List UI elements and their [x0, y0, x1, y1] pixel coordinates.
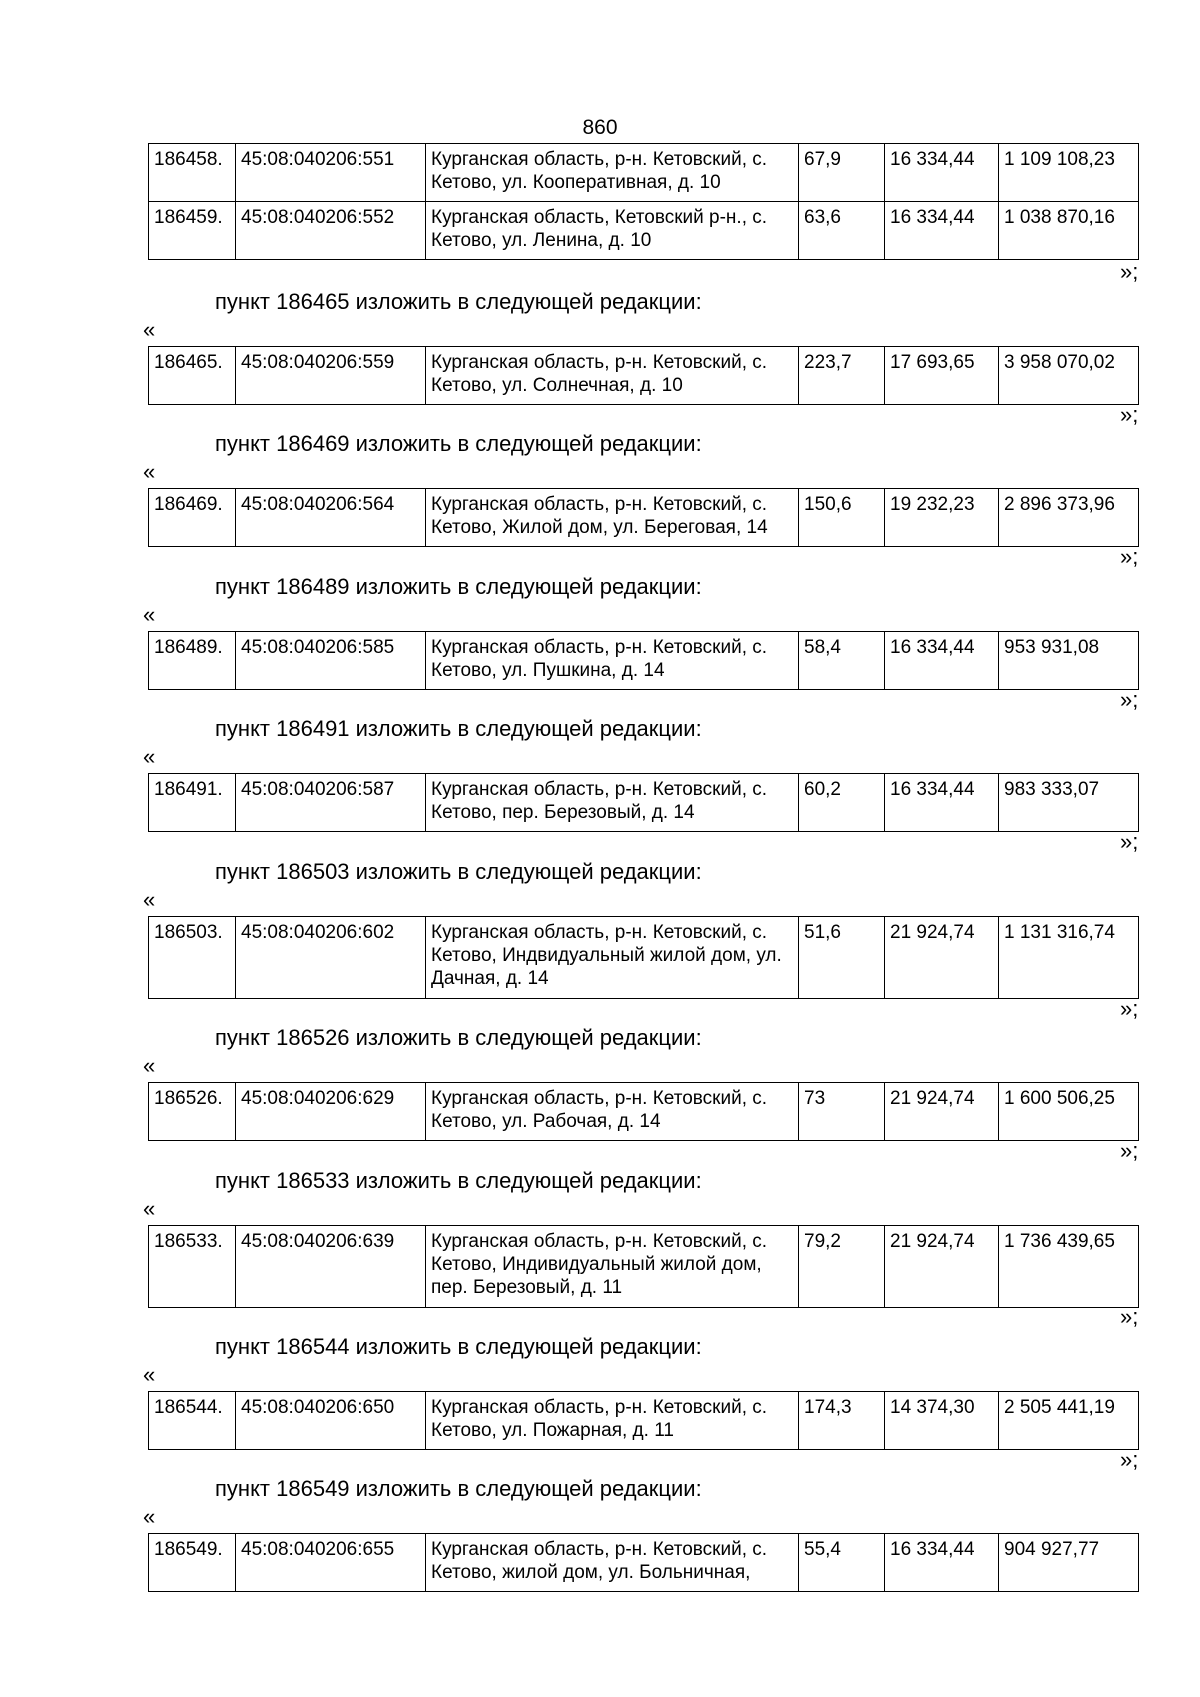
amendment-table	[148, 1533, 1139, 1592]
unit-price: 16 334,44	[885, 632, 999, 690]
amendment-instruction: пункт 186549 изложить в следующей редакции:	[215, 1476, 702, 1501]
closing-quote: »;	[1120, 829, 1139, 854]
closing-quote: »;	[1120, 1447, 1139, 1472]
opening-quote: «	[143, 317, 156, 342]
amendment-instruction: пункт 186469 изложить в следующей редакции:	[215, 431, 702, 456]
cadastral-number: 45:08:040206:639	[236, 1226, 426, 1308]
address: Курганская область, р-н. Кетовский, с. Кетово, ул. Рабочая, д. 14	[426, 1083, 799, 1141]
opening-quote: «	[143, 1196, 156, 1221]
amendment-instruction: пункт 186489 изложить в следующей редакции:	[215, 574, 702, 599]
total-value: 1 131 316,74	[999, 917, 1139, 999]
total-value: 1 736 439,65	[999, 1226, 1139, 1308]
amendment-instruction: пункт 186465 изложить в следующей редакции:	[215, 289, 702, 314]
table-top	[148, 143, 1139, 260]
area: 60,2	[799, 774, 885, 832]
amendment-table	[148, 488, 1139, 547]
closing-quote: »;	[1120, 1138, 1139, 1163]
amendment-table	[148, 346, 1139, 405]
unit-price: 21 924,74	[885, 1226, 999, 1308]
closing-quote: »;	[1120, 1304, 1139, 1329]
amendment-table	[148, 1082, 1139, 1141]
row-number: 186491.	[149, 774, 236, 832]
unit-price: 16 334,44	[885, 774, 999, 832]
amendment-instruction: пункт 186526 изложить в следующей редакции:	[215, 1025, 702, 1050]
area: 55,4	[799, 1534, 885, 1592]
row-number: 186465.	[149, 347, 236, 405]
table-row	[149, 347, 1139, 405]
total-value: 1 109 108,23	[999, 144, 1139, 202]
amendment-table	[148, 916, 1139, 999]
total-value: 983 333,07	[999, 774, 1139, 832]
total-value: 3 958 070,02	[999, 347, 1139, 405]
address: Курганская область, р-н. Кетовский, с. Кетово, ул. Солнечная, д. 10	[426, 347, 799, 405]
amendment-instruction: пункт 186544 изложить в следующей редакции:	[215, 1334, 702, 1359]
total-value: 1 600 506,25	[999, 1083, 1139, 1141]
amendment-instruction: пункт 186503 изложить в следующей редакции:	[215, 859, 702, 884]
unit-price: 17 693,65	[885, 347, 999, 405]
cadastral-number: 45:08:040206:602	[236, 917, 426, 999]
row-number: 186544.	[149, 1392, 236, 1450]
row-number: 186549.	[149, 1534, 236, 1592]
area: 67,9	[799, 144, 885, 202]
table-row	[149, 1534, 1139, 1592]
address: Курганская область, р-н. Кетовский, с. Кетово, ул. Кооперативная, д. 10	[426, 144, 799, 202]
cadastral-number: 45:08:040206:551	[236, 144, 426, 202]
row-number: 186469.	[149, 489, 236, 547]
total-value: 2 505 441,19	[999, 1392, 1139, 1450]
address: Курганская область, р-н. Кетовский, с. Кетово, ул. Пожарная, д. 11	[426, 1392, 799, 1450]
closing-quote: »;	[1120, 544, 1139, 569]
cadastral-number: 45:08:040206:564	[236, 489, 426, 547]
amendment-instruction: пункт 186533 изложить в следующей редакции:	[215, 1168, 702, 1193]
cadastral-number: 45:08:040206:559	[236, 347, 426, 405]
opening-quote: «	[143, 1504, 156, 1529]
area: 58,4	[799, 632, 885, 690]
table-row	[149, 917, 1139, 999]
area: 174,3	[799, 1392, 885, 1450]
row-number: 186458.	[149, 144, 236, 202]
opening-quote: «	[143, 1362, 156, 1387]
table-row	[149, 632, 1139, 690]
address: Курганская область, р-н. Кетовский, с. Кетово, Индивидуальный жилой дом, пер. Березовый, д. 11	[426, 1226, 799, 1308]
unit-price: 21 924,74	[885, 917, 999, 999]
table-row	[149, 144, 1139, 202]
amendment-table	[148, 1391, 1139, 1450]
area: 223,7	[799, 347, 885, 405]
cadastral-number: 45:08:040206:587	[236, 774, 426, 832]
address: Курганская область, р-н. Кетовский, с. Кетово, Жилой дом, ул. Береговая, 14	[426, 489, 799, 547]
cadastral-number: 45:08:040206:552	[236, 202, 426, 260]
cadastral-number: 45:08:040206:585	[236, 632, 426, 690]
cadastral-number: 45:08:040206:629	[236, 1083, 426, 1141]
address: Курганская область, р-н. Кетовский, с. Кетово, жилой дом, ул. Больничная,	[426, 1534, 799, 1592]
row-number: 186533.	[149, 1226, 236, 1308]
table-row	[149, 202, 1139, 260]
opening-quote: «	[143, 459, 156, 484]
opening-quote: «	[143, 744, 156, 769]
unit-price: 16 334,44	[885, 144, 999, 202]
table-row	[149, 489, 1139, 547]
total-value: 2 896 373,96	[999, 489, 1139, 547]
opening-quote: «	[143, 1053, 156, 1078]
opening-quote: «	[143, 887, 156, 912]
area: 79,2	[799, 1226, 885, 1308]
address: Курганская область, р-н. Кетовский, с. Кетово, пер. Березовый, д. 14	[426, 774, 799, 832]
area: 150,6	[799, 489, 885, 547]
amendment-table	[148, 1225, 1139, 1308]
row-number: 186489.	[149, 632, 236, 690]
table-row	[149, 1083, 1139, 1141]
amendment-table	[148, 773, 1139, 832]
total-value: 904 927,77	[999, 1534, 1139, 1592]
unit-price: 14 374,30	[885, 1392, 999, 1450]
closing-quote: »;	[1120, 259, 1139, 284]
area: 51,6	[799, 917, 885, 999]
address: Курганская область, р-н. Кетовский, с. Кетово, ул. Пушкина, д. 14	[426, 632, 799, 690]
table-row	[149, 1392, 1139, 1450]
unit-price: 16 334,44	[885, 202, 999, 260]
address: Курганская область, р-н. Кетовский, с. Кетово, Индвидуальный жилой дом, ул. Дачная, д. 14	[426, 917, 799, 999]
closing-quote: »;	[1120, 996, 1139, 1021]
row-number: 186503.	[149, 917, 236, 999]
area: 63,6	[799, 202, 885, 260]
table-row	[149, 1226, 1139, 1308]
row-number: 186526.	[149, 1083, 236, 1141]
table-row	[149, 774, 1139, 832]
page-number: 860	[582, 116, 618, 139]
unit-price: 16 334,44	[885, 1534, 999, 1592]
amendment-table	[148, 631, 1139, 690]
cadastral-number: 45:08:040206:655	[236, 1534, 426, 1592]
amendment-instruction: пункт 186491 изложить в следующей редакции:	[215, 716, 702, 741]
total-value: 953 931,08	[999, 632, 1139, 690]
address: Курганская область, Кетовский р-н., с. Кетово, ул. Ленина, д. 10	[426, 202, 799, 260]
cadastral-number: 45:08:040206:650	[236, 1392, 426, 1450]
closing-quote: »;	[1120, 402, 1139, 427]
total-value: 1 038 870,16	[999, 202, 1139, 260]
opening-quote: «	[143, 602, 156, 627]
closing-quote: »;	[1120, 687, 1139, 712]
unit-price: 19 232,23	[885, 489, 999, 547]
unit-price: 21 924,74	[885, 1083, 999, 1141]
area: 73	[799, 1083, 885, 1141]
row-number: 186459.	[149, 202, 236, 260]
